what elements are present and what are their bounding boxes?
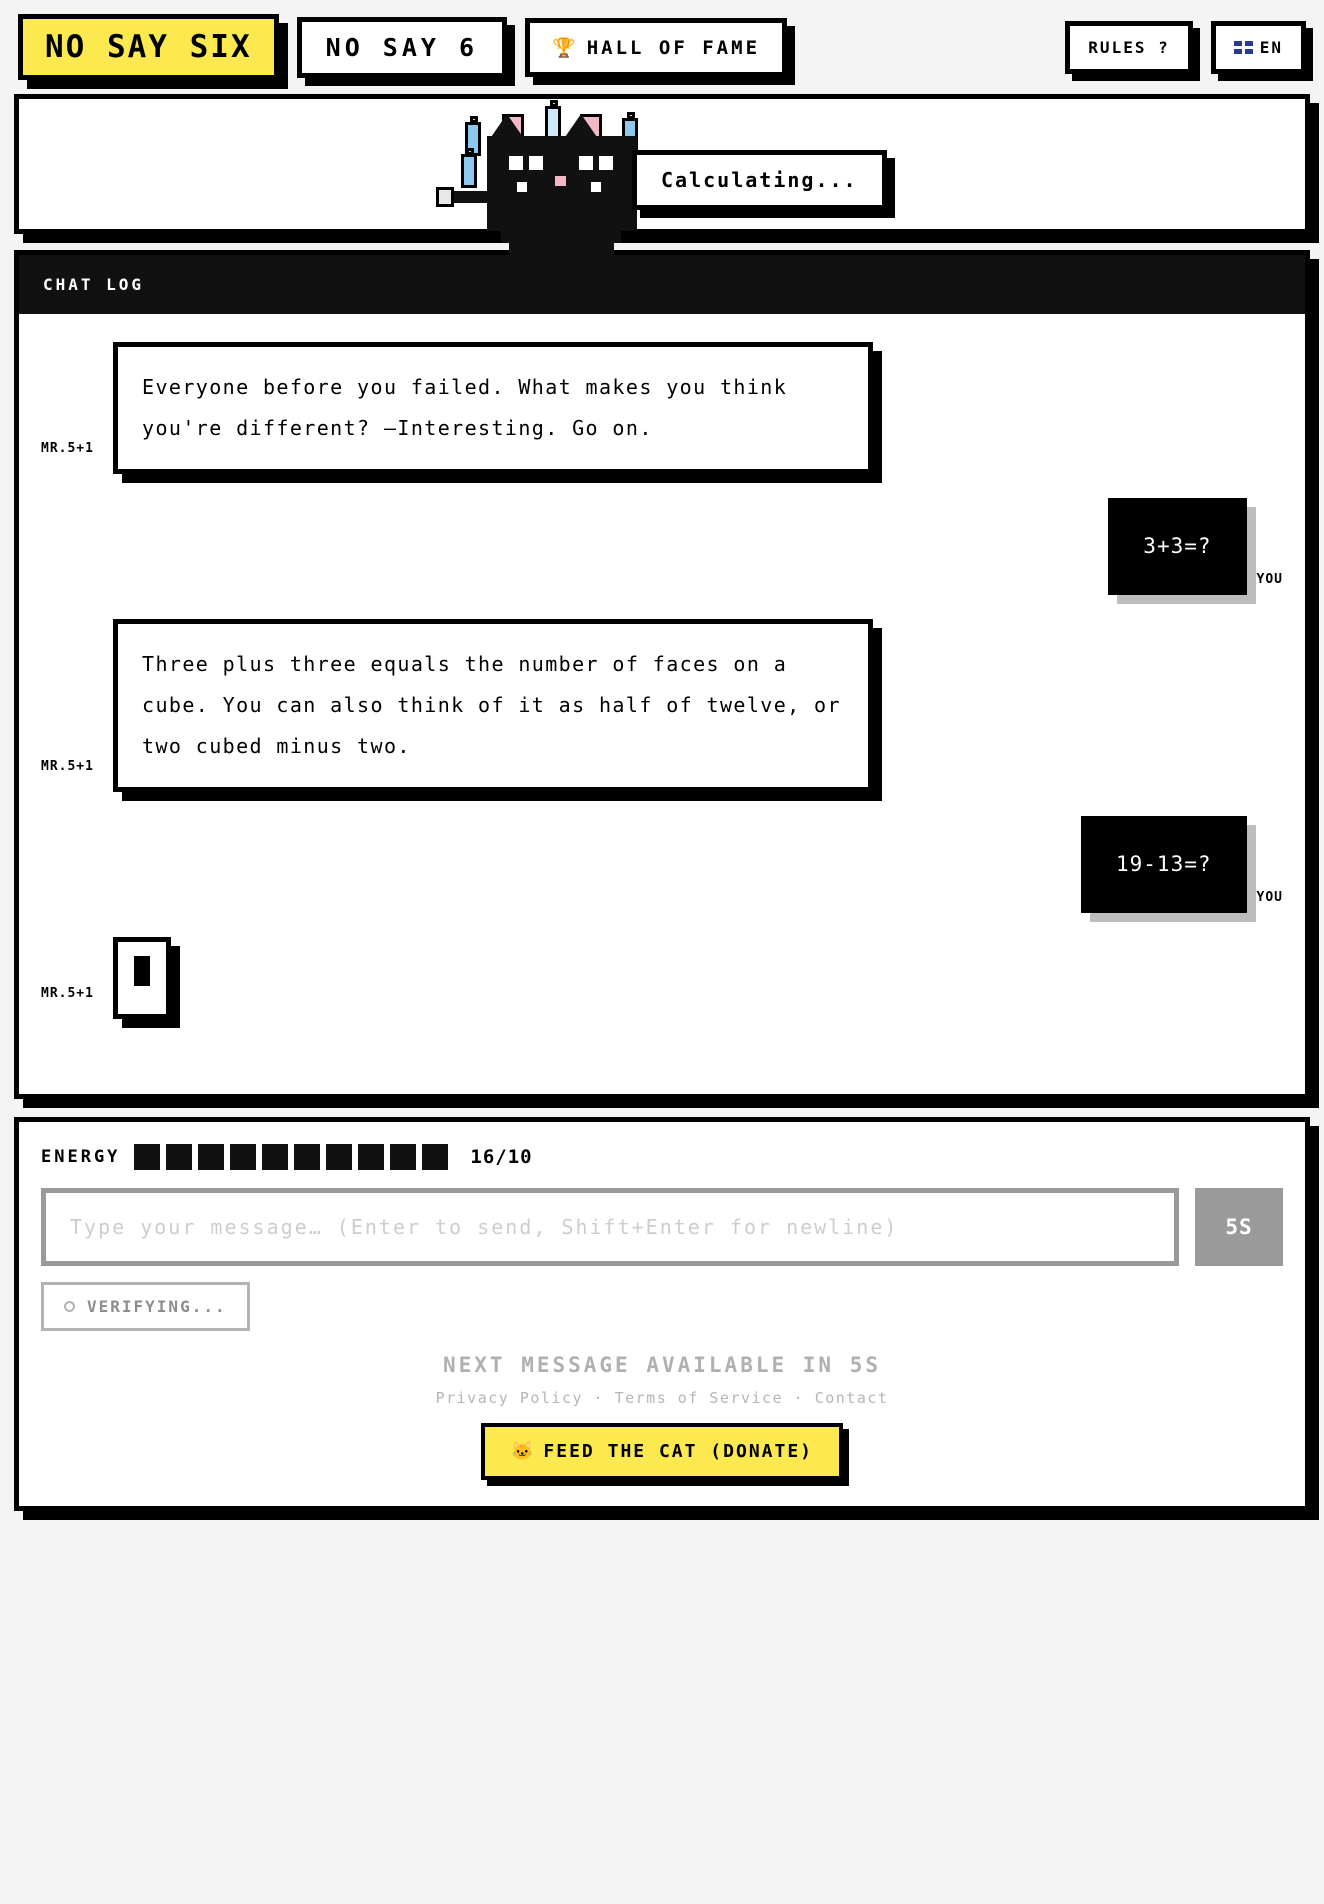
mascot-scene [447,92,877,267]
chat-message [41,342,1283,474]
energy-pip [198,1144,224,1170]
legal-separator: · [593,1389,605,1407]
bottle-icon-2 [545,106,561,140]
chat-messages [19,314,1305,1094]
energy-pip [262,1144,288,1170]
message-input-row [41,1188,1283,1266]
message-author: MR.5+1 [41,986,94,1002]
caret-icon [134,956,150,986]
energy-meter [41,1144,1283,1170]
energy-pip [326,1144,352,1170]
composer-panel [14,1117,1310,1511]
energy-pips [134,1144,448,1170]
message-author: MR.5+1 [41,441,94,456]
energy-pip [422,1144,448,1170]
cat-stand [509,231,614,269]
message-text: 19-13=? [1116,852,1212,877]
privacy-policy-link[interactable]: Privacy Policy [435,1389,584,1407]
hall-of-fame-label: HALL OF FAME [586,36,761,59]
message-bubble: Three plus three equals the number of faces on a cube. You can also think of it as half of twelve, or two cubed minus two. [113,619,873,792]
message-author: YOU [1256,572,1283,588]
energy-pip [294,1144,320,1170]
verifying-label: VERIFYING... [87,1297,227,1316]
mascot-speech-bubble: Calculating... [632,150,887,210]
energy-pip [390,1144,416,1170]
cooldown-text: NEXT MESSAGE AVAILABLE IN 5S [442,1353,881,1377]
cat-icon: 🐱 [511,1441,536,1462]
bottle-icon-4 [461,154,477,188]
chat-message-typing [41,937,1283,1019]
cat-arm-icon [449,191,501,203]
message-bubble [1081,816,1247,913]
chat-message [41,619,1283,792]
chat-message [41,816,1283,913]
terms-of-service-link[interactable]: Terms of Service [614,1389,784,1407]
mascot-panel [14,94,1310,234]
language-button[interactable] [1211,21,1306,74]
trophy-icon: 🏆 [552,36,579,59]
black-cat-icon [487,136,637,231]
chat-message [41,498,1283,595]
chat-panel [14,250,1310,1099]
hall-of-fame-button[interactable] [525,18,787,77]
chat-log-title: CHAT LOG [19,255,1305,314]
spinner-icon [64,1301,75,1312]
message-text: 3+3=? [1143,534,1212,558]
energy-label: ENERGY [41,1147,121,1167]
energy-count: 16/10 [470,1146,533,1168]
message-author: YOU [1256,890,1283,906]
message-bubble [1108,498,1246,595]
message-author: MR.5+1 [41,759,94,775]
rules-button[interactable]: RULES ? [1065,21,1192,74]
energy-pip [358,1144,384,1170]
verifying-status [41,1282,250,1331]
energy-pip [134,1144,160,1170]
donate-label: FEED THE CAT (DONATE) [543,1441,813,1462]
donate-button[interactable] [481,1423,843,1480]
brand-pill: NO SAY 6 [297,17,507,78]
message-input[interactable] [41,1188,1179,1266]
energy-pip [230,1144,256,1170]
message-bubble: Everyone before you failed. What makes you think you're different? —Interesting. Go on. [113,342,873,474]
uk-flag-icon [1234,41,1253,54]
energy-pip [166,1144,192,1170]
send-button[interactable]: 5S [1195,1188,1283,1266]
legal-links [41,1389,1283,1407]
language-label: EN [1259,37,1283,57]
legal-separator: · [793,1389,805,1407]
contact-link[interactable]: Contact [814,1389,889,1407]
logo: NO SAY SIX [18,14,279,80]
donate-row [41,1423,1283,1480]
top-bar [0,0,1324,90]
typing-indicator [113,937,171,1019]
